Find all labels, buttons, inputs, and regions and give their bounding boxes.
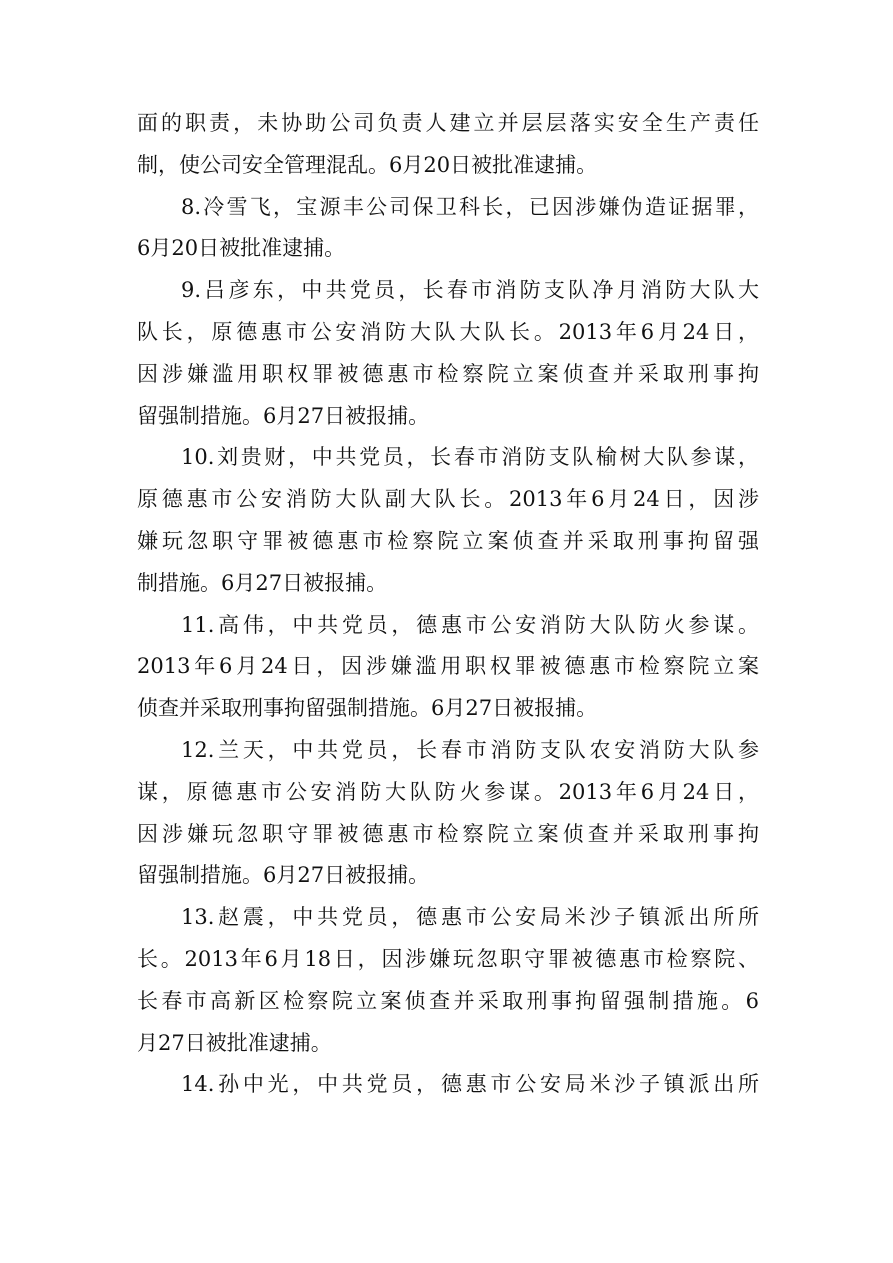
text-line: 12.兰天，中共党员，长春市消防支队农安消防大队参 bbox=[181, 737, 759, 762]
text-line: 13.赵震，中共党员，德惠市公安局米沙子镇派出所所 bbox=[181, 905, 759, 930]
text-line: 14.孙中光，中共党员，德惠市公安局米沙子镇派出所 bbox=[181, 1072, 759, 1097]
text-line: 制，使公司安全管理混乱。6月20日被批准逮捕。 bbox=[137, 152, 598, 177]
text-line: 6月20日被批准逮捕。 bbox=[137, 236, 346, 261]
text-line: 留强制措施。6月27日被报捕。 bbox=[137, 403, 430, 428]
text-line: 谋，原德惠市公安消防大队防火参谋。2013年6月24日， bbox=[137, 779, 759, 804]
text-line: 侦查并采取刑事拘留强制措施。6月27日被报捕。 bbox=[137, 696, 598, 721]
text-line: 长春市高新区检察院立案侦查并采取刑事拘留强制措施。6 bbox=[137, 988, 759, 1013]
text-line: 面的职责，未协助公司负责人建立并层层落实安全生产责任 bbox=[137, 111, 759, 135]
text-line: 因涉嫌玩忽职守罪被德惠市检察院立案侦查并采取刑事拘 bbox=[137, 821, 759, 846]
text-line: 月27日被批准逮捕。 bbox=[137, 1030, 332, 1055]
text-line: 9.吕彦东，中共党员，长春市消防支队净月消防大队大 bbox=[181, 278, 759, 303]
text-line: 11.高伟，中共党员，德惠市公安消防大队防火参谋。 bbox=[181, 612, 759, 637]
text-line: 10.刘贵财，中共党员，长春市消防支队榆树大队参谋， bbox=[181, 445, 759, 470]
text-line: 嫌玩忽职守罪被德惠市检察院立案侦查并采取刑事拘留强 bbox=[137, 528, 759, 553]
text-line: 因涉嫌滥用职权罪被德惠市检察院立案侦查并采取刑事拘 bbox=[137, 361, 759, 386]
text-line: 8.冷雪飞，宝源丰公司保卫科长，已因涉嫌伪造证据罪， bbox=[181, 194, 759, 219]
text-line: 2013年6月24日，因涉嫌滥用职权罪被德惠市检察院立案 bbox=[137, 654, 759, 679]
text-line: 制措施。6月27日被报捕。 bbox=[137, 570, 388, 595]
text-line: 队长，原德惠市公安消防大队大队长。2013年6月24日， bbox=[137, 319, 759, 344]
text-line: 长。2013年6月18日，因涉嫌玩忽职守罪被德惠市检察院、 bbox=[137, 946, 759, 971]
text-line: 原德惠市公安消防大队副大队长。2013年6月24日，因涉 bbox=[137, 487, 759, 512]
text-line: 留强制措施。6月27日被报捕。 bbox=[137, 863, 430, 888]
body-text bbox=[137, 103, 759, 1106]
